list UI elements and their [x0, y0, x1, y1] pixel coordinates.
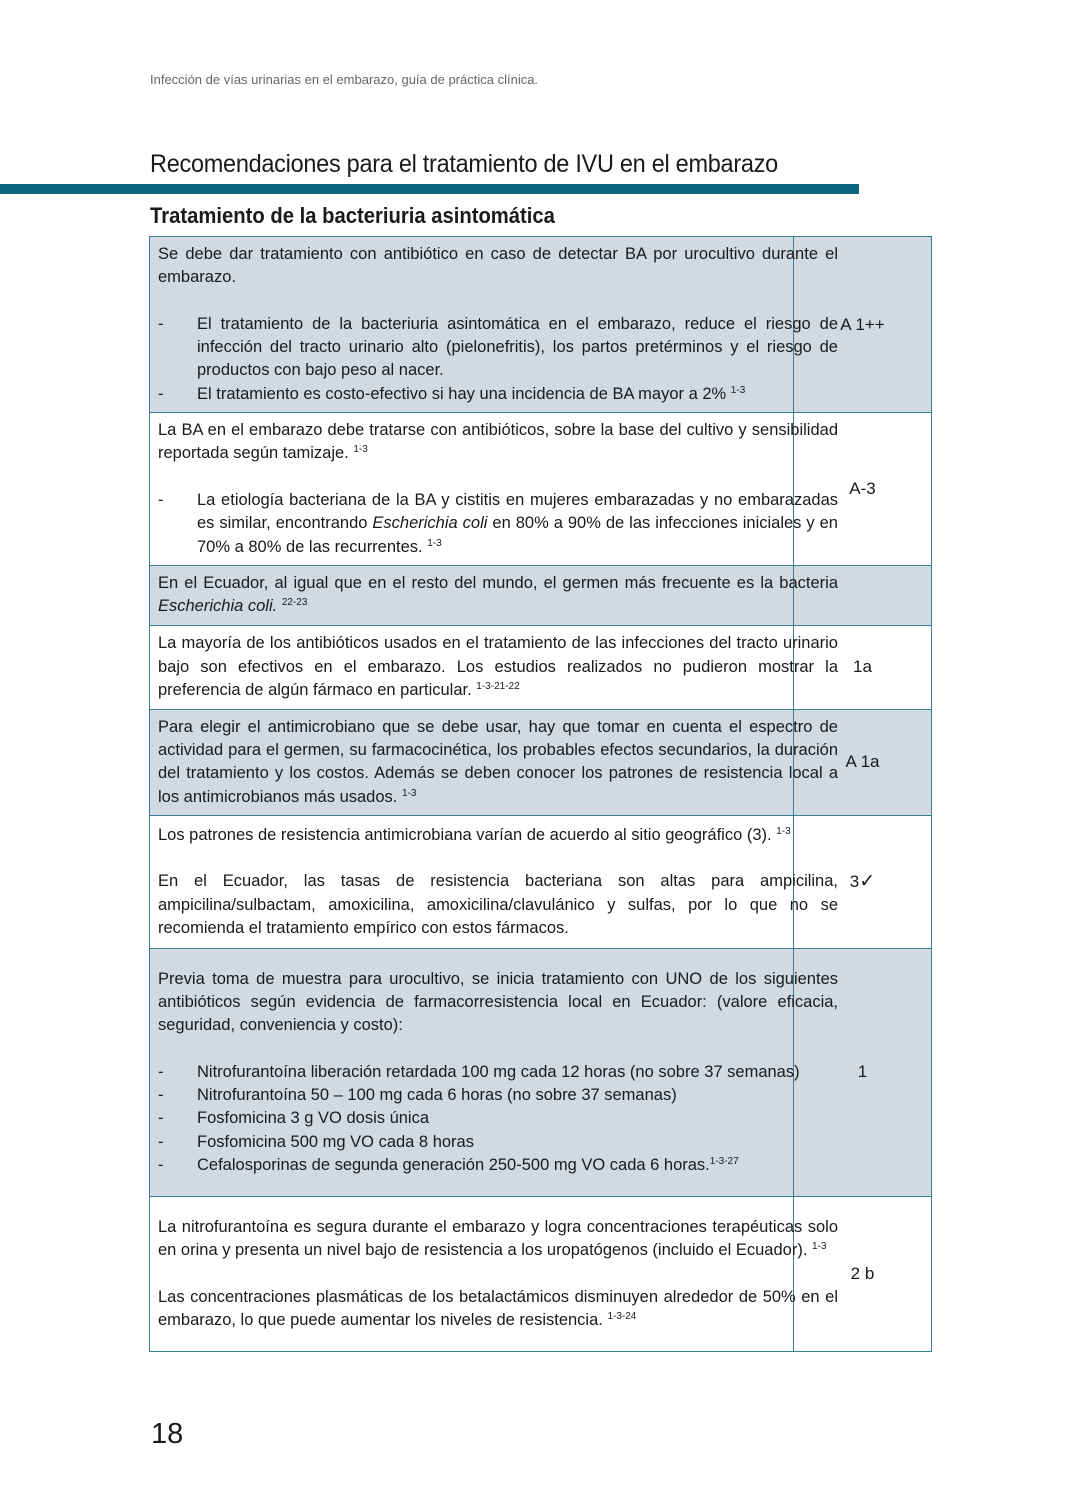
recommendation-text: La mayoría de los antibióticos usados en el tratamiento de las infecciones del tracto urinario bajo son efectivos en el embarazo. Los estudios realizados no pudieron mostrar la preferencia de algún fármaco en particular. — [158, 634, 838, 699]
list-item: - Nitrofurantoína 50 – 100 mg cada 6 horas (no sobre 37 semanas) — [158, 1086, 677, 1104]
recommendation-text: En el Ecuador, al igual que en el resto del mundo, el germen más frecuente es la bacteria — [158, 574, 838, 593]
page-number: 18 — [151, 1418, 184, 1450]
running-header: Infección de vías urinarias en el embarazo, guía de práctica clínica. — [150, 72, 539, 87]
reference-sup: 1-3-21-22 — [476, 680, 520, 692]
list-item: - La etiología bacteriana de la BA y cistitis en mujeres embarazadas y no embarazadas es similar, encontrando Escherichia coli en 80% a 90% de las infecciones iniciales y en 70% a 80% de las recurrentes. $^{1-3}$ — [158, 491, 838, 556]
recommendation-text: En el Ecuador, las tasas de resistencia bacteriana son altas para ampicilina, ampicilina/sulbactam, amoxicilina, amoxicilina/clavulánico y sulfas, por lo que no se recomienda el tratamiento empírico con estos fármacos. — [158, 872, 838, 937]
recommendation-cell — [150, 625, 838, 709]
recommendation-text: La nitrofurantoína es segura durante el embarazo y logra concentraciones terapéuticas solo en orina y presenta un nivel bajo de resistencia a los uropatógenos (incluido el Ecuador). — [158, 1217, 838, 1259]
title-rule — [0, 184, 859, 194]
evidence-grade: A 1a — [794, 709, 932, 815]
table-row — [150, 709, 932, 815]
table-row — [150, 815, 932, 948]
subsection-title: Tratamiento de la bacteriuria asintomática — [150, 203, 555, 228]
evidence-grade: 3✓ — [794, 815, 932, 948]
list-item: - El tratamiento es costo-efectivo si hay una incidencia de BA mayor a 2% $^{1-3}$ — [158, 384, 746, 403]
recommendation-cell — [150, 815, 838, 948]
reference-sup: 1-3 — [401, 787, 417, 799]
table-row — [150, 413, 932, 566]
table-row — [150, 948, 932, 1196]
recommendations-table — [149, 236, 932, 1352]
evidence-grade: 1a — [794, 625, 932, 709]
table-row — [150, 566, 932, 626]
recommendation-cell — [150, 948, 838, 1196]
table-row — [150, 237, 932, 413]
table-row — [150, 1196, 932, 1351]
evidence-grade: 2 b — [794, 1196, 932, 1351]
list-item: - Fosfomicina 3 g VO dosis única — [158, 1109, 430, 1128]
evidence-grade: A 1++ — [794, 237, 932, 413]
evidence-grade: A-3 — [794, 413, 932, 566]
recommendation-cell — [150, 709, 838, 815]
recommendation-cell — [150, 1196, 838, 1351]
section-title: Recomendaciones para el tratamiento de IVU en el embarazo — [150, 150, 778, 178]
list-item: - Cefalosporinas de segunda generación 250-500 mg VO cada 6 horas.$^{1-3-27}$ — [158, 1155, 739, 1174]
reference-sup: 1-3 — [776, 825, 791, 837]
recommendation-cell: En el Ecuador, al igual que en el resto del mundo, el germen más frecuente es la bacteria Escherichia coli. $^{22-23}$ — [150, 566, 794, 626]
list-item: - El tratamiento de la bacteriuria asintomática en el embarazo, reduce el riesgo de infección del tracto urinario alto (pielonefritis), los partos pretérminos y el riesgo de productos con bajo peso al nacer. — [158, 314, 838, 380]
recommendation-text: La BA en el embarazo debe tratarse con antibióticos, sobre la base del cultivo y sensibilidad reportada según tamizaje. — [158, 421, 838, 463]
reference-sup: 1-3 — [353, 444, 368, 456]
recommendation-text: Se debe dar tratamiento con antibiótico en caso de detectar BA por urocultivo durante el embarazo. — [158, 245, 838, 287]
recommendation-cell — [150, 413, 838, 566]
reference-sup: 1-3 — [427, 537, 442, 549]
bullet-list — [158, 1061, 838, 1177]
bullet-list — [158, 313, 838, 406]
reference-sup: 1-3-27 — [709, 1155, 739, 1167]
list-item: - Fosfomicina 500 mg VO cada 8 horas — [158, 1132, 474, 1151]
reference-sup: 1-3-24 — [607, 1310, 637, 1322]
recommendation-text: Los patrones de resistencia antimicrobiana varían de acuerdo al sitio geográfico (3). — [158, 825, 772, 844]
reference-sup: 1-3 — [730, 384, 746, 396]
evidence-grade: 1 — [794, 948, 932, 1196]
reference-sup: 22-23 — [281, 597, 308, 609]
reference-sup: 1-3 — [812, 1240, 827, 1252]
recommendation-text: Para elegir el antimicrobiano que se debe usar, hay que tomar en cuenta el espectro de actividad para el germen, su farmacocinética, los probables efectos secundarios, la duración del tratamiento y los costos. Además se deben conocer los patrones de resistencia local a los antimicrobianos más usados. — [158, 717, 838, 806]
recommendation-text: Las concentraciones plasmáticas de los betalactámicos disminuyen alrededor de 50% en el embarazo, lo que puede aumentar los niveles de resistencia. — [158, 1287, 838, 1329]
table-row — [150, 625, 932, 709]
recommendation-cell — [150, 237, 838, 413]
list-item: - Nitrofurantoína liberación retardada 100 mg cada 12 horas (no sobre 37 semanas) — [158, 1062, 800, 1081]
check-mark-icon: ✓ — [859, 871, 876, 893]
bullet-list — [158, 489, 838, 559]
recommendation-text: Previa toma de muestra para urocultivo, se inicia tratamiento con UNO de los siguientes antibióticos según evidencia de farmacorresistencia local en Ecuador: (valore eficacia, seguridad, conveniencia y costo): — [158, 969, 838, 1035]
